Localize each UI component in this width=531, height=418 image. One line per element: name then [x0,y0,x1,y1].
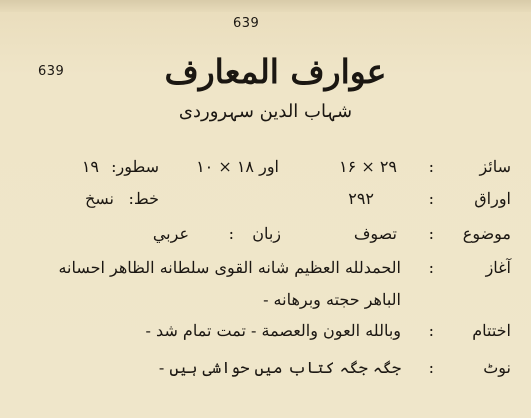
subject-value: تصوف [353,224,397,243]
language-colon: : [228,224,234,243]
lines-value: ۱۹ [81,157,99,176]
lines-label: سطور: [111,157,159,176]
size-label: سائز [479,157,511,176]
row-subject [12,224,519,246]
folios-value: ۲۹۲ [348,189,374,208]
script-label: خط: [128,189,159,208]
subject-label: موضوع [462,224,511,243]
book-title: عوارف المعارف [164,52,387,91]
row-beginning [12,258,519,280]
page-number-left: 639 [38,64,65,79]
folios-colon: : [428,189,434,208]
size-and-value: اور ۱۸ × ۱۰ [196,157,279,176]
row-beginning-cont [12,290,519,312]
script-value: نسخ [84,189,114,208]
ending-label: اختتام [472,321,511,340]
beginning-line-1: الحمدلله العظيم شانه القوی سلطانه الظاهر احسانه [58,258,401,277]
language-label: زبان [252,224,281,243]
beginning-colon: : [428,258,434,277]
note-colon: : [428,358,434,377]
page-number-top: 639 [233,16,260,31]
language-value: عربي [152,224,189,243]
subject-colon: : [428,224,434,243]
folios-label: اوراق [474,189,511,208]
row-size [12,157,519,179]
ending-value: وبالله العون والعصمة - تمت تمام شد - [145,321,401,340]
size-colon: : [428,157,434,176]
note-value: جگہ جگہ کتاب میں حواشی ہیں - [158,358,401,377]
beginning-label: آغاز [485,258,511,277]
page-top-edge [0,0,531,12]
note-label: نوٹ [483,358,511,377]
row-folios [12,189,519,211]
row-ending [12,321,519,343]
size-value: ۲۹ × ۱۶ [339,157,397,176]
ending-colon: : [428,321,434,340]
row-note [12,358,519,380]
book-author: شہاب الدین سہروردی [178,101,353,122]
beginning-line-2: الباهر حجته وبرهانه - [263,290,401,309]
